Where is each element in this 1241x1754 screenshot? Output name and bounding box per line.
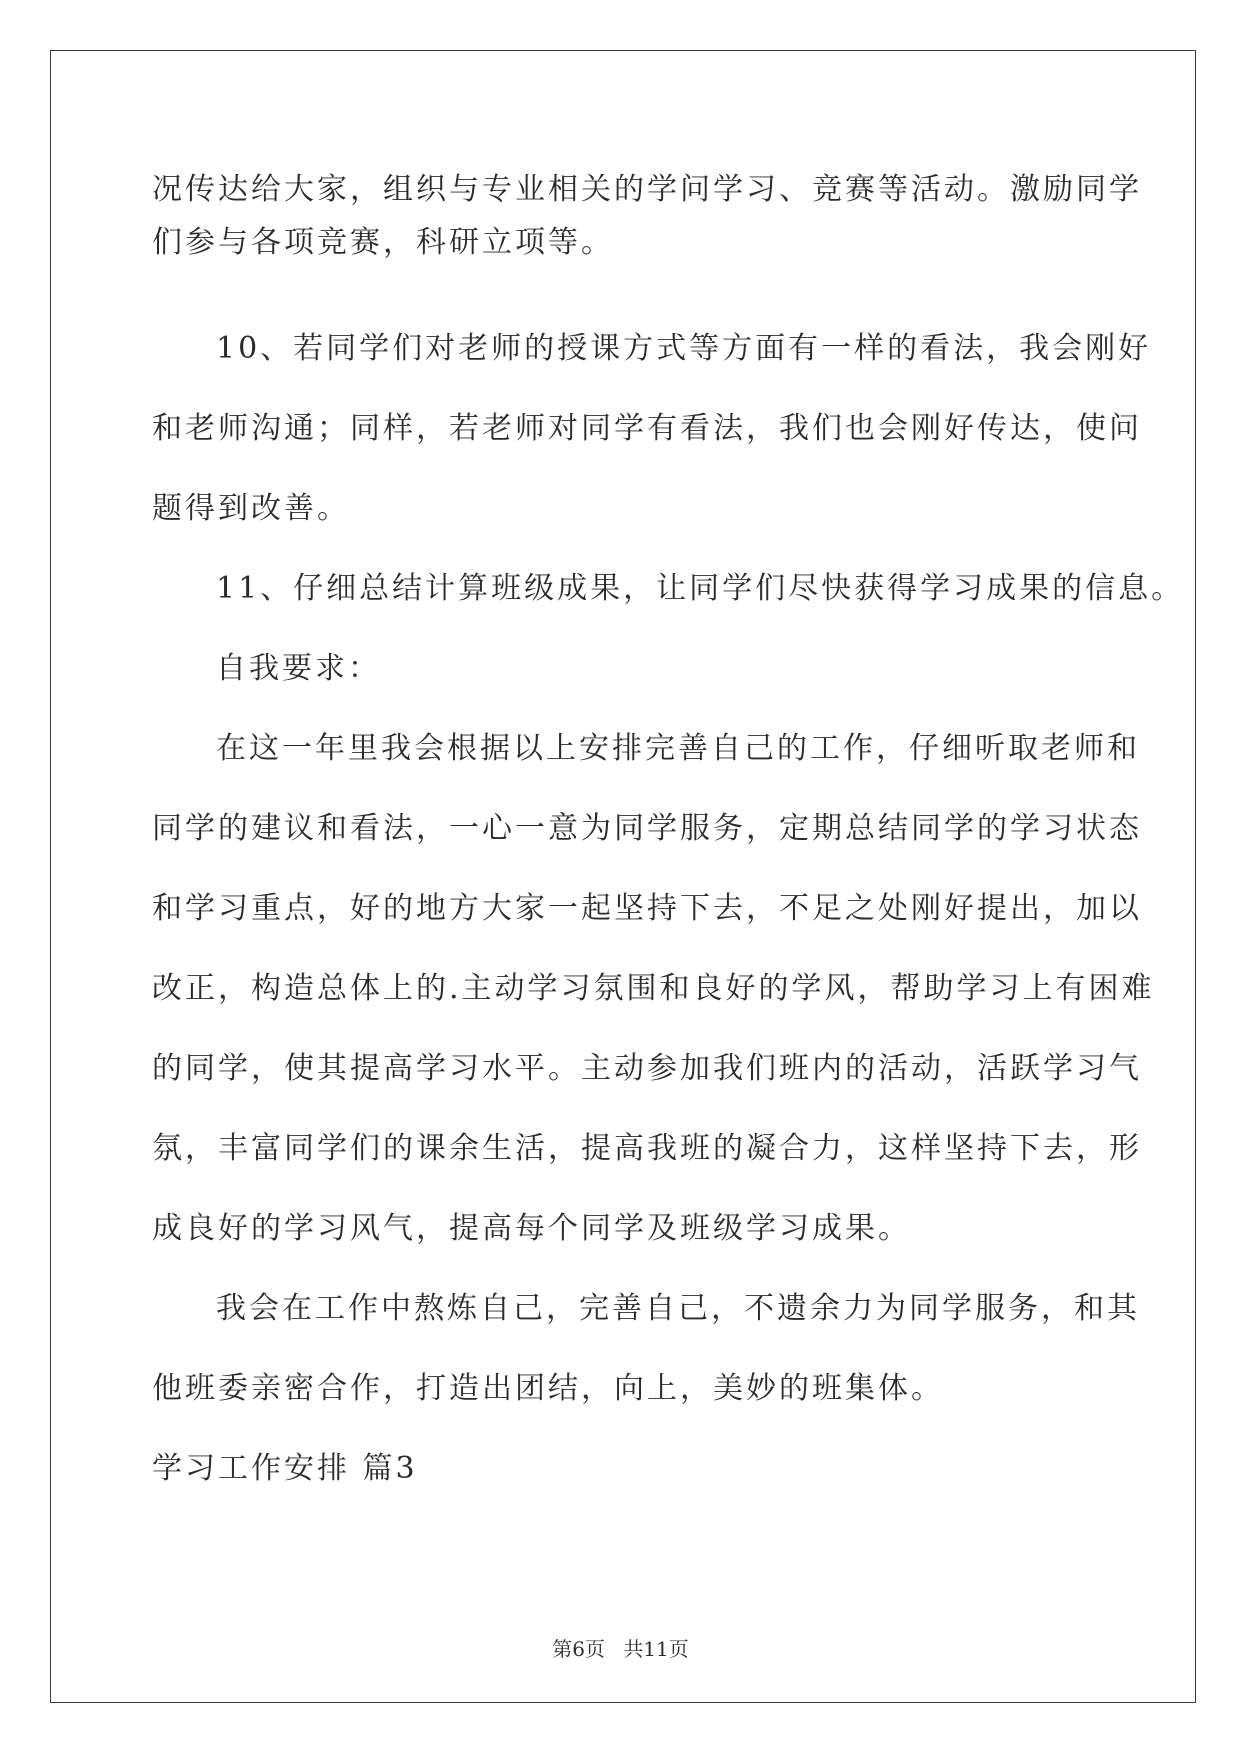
paragraph-10-line-1: 10、若同学们对老师的授课方式等方面有一样的看法，我会刚好 [216,331,1152,366]
page-footer [0,1636,1241,1662]
paragraph-work-line-1: 我会在工作中熬炼自己，完善自己，不遗余力为同学服务，和其 [216,1291,1140,1326]
section-title-part-3: 学习工作安排 篇3 [152,1451,418,1486]
text-line-1: 况传达给大家，组织与专业相关的学问学习、竞赛等活动。激励同学 [152,172,1142,207]
section-heading-self-requirement: 自我要求： [216,651,381,686]
paragraph-year-line-6: 氛，丰富同学们的课余生活，提高我班的凝合力，这样坚持下去，形 [152,1131,1142,1166]
paragraph-10-line-3: 题得到改善。 [152,491,350,526]
paragraph-year-line-2: 同学的建议和看法，一心一意为同学服务，定期总结同学的学习状态 [152,811,1142,846]
paragraph-year-line-4: 改正，构造总体上的.主动学习氛围和良好的学风，帮助学习上有困难 [152,971,1155,1006]
text-line-2: 们参与各项竞赛，科研立项等。 [152,225,614,260]
paragraph-year-line-3: 和学习重点，好的地方大家一起坚持下去，不足之处刚好提出，加以 [152,891,1142,926]
paragraph-work-line-2: 他班委亲密合作，打造出团结，向上，美妙的班集体。 [152,1371,944,1406]
page-total: 共11页 [623,1637,689,1661]
paragraph-year-line-5: 的同学，使其提高学习水平。主动参加我们班内的活动，活跃学习气 [152,1051,1142,1086]
paragraph-11: 11、仔细总结计算班级成果，让同学们尽快获得学习成果的信息。 [216,571,1185,606]
paragraph-10-line-2: 和老师沟通；同样，若老师对同学有看法，我们也会刚好传达，使问 [152,411,1142,446]
page-number: 第6页 [552,1637,605,1661]
paragraph-year-line-1: 在这一年里我会根据以上安排完善自己的工作，仔细听取老师和 [216,731,1140,766]
paragraph-year-line-7: 成良好的学习风气，提高每个同学及班级学习成果。 [152,1211,911,1246]
